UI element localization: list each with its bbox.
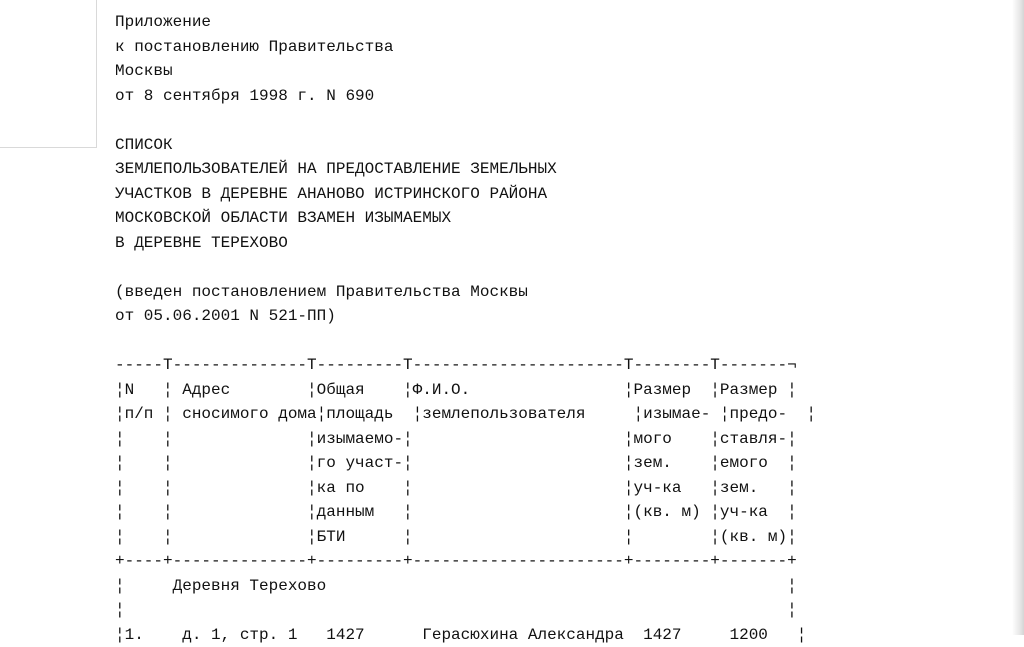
document-subtitle-line: МОСКОВСКОЙ ОБЛАСТИ ВЗАМЕН ИЗЫМАЕМЫХ bbox=[115, 206, 816, 231]
decree-date: от 8 сентября 1998 г. N 690 bbox=[115, 84, 816, 109]
amendment-note: (введен постановлением Правительства Москвы bbox=[115, 280, 816, 305]
table-header-row: ¦ ¦ ¦изымаемо-¦ ¦мого ¦ставля-¦ bbox=[115, 427, 816, 452]
spacer bbox=[115, 255, 816, 280]
table-header-row: ¦N ¦ Адрес ¦Общая ¦Ф.И.О. ¦Размер ¦Размер ¦ bbox=[115, 378, 816, 403]
spacer bbox=[115, 329, 816, 354]
table-header-row: ¦п/п ¦ сносимого дома¦площадь ¦землепользователя ¦изымае- ¦предо- ¦ bbox=[115, 402, 816, 427]
decree-reference-city: Москвы bbox=[115, 59, 816, 84]
table-header-row: ¦ ¦ ¦го участ-¦ ¦зем. ¦емого ¦ bbox=[115, 451, 816, 476]
document-subtitle-line: В ДЕРЕВНЕ ТЕРЕХОВО bbox=[115, 231, 816, 256]
window-edge-shadow bbox=[1012, 0, 1024, 635]
amendment-note: от 05.06.2001 N 521-ПП) bbox=[115, 304, 816, 329]
table-border-top: -----T--------------T---------T----------------------T--------T-------¬ bbox=[115, 353, 816, 378]
decree-reference: к постановлению Правительства bbox=[115, 35, 816, 60]
document-body bbox=[115, 10, 816, 647]
table-header-separator: +----+--------------+---------+----------------------+--------+-------+ bbox=[115, 549, 816, 574]
table-row: ¦1. д. 1, стр. 1 1427 Герасюхина Александра 1427 1200 ¦ bbox=[115, 623, 816, 647]
table-row: ¦ ¦ bbox=[115, 598, 816, 623]
document-title: СПИСОК bbox=[115, 133, 816, 158]
document-subtitle-line: УЧАСТКОВ В ДЕРЕВНЕ АНАНОВО ИСТРИНСКОГО РАЙОНА bbox=[115, 182, 816, 207]
table-header-row: ¦ ¦ ¦ка по ¦ ¦уч-ка ¦зем. ¦ bbox=[115, 476, 816, 501]
document-subtitle-line: ЗЕМЛЕПОЛЬЗОВАТЕЛЕЙ НА ПРЕДОСТАВЛЕНИЕ ЗЕМЕЛЬНЫХ bbox=[115, 157, 816, 182]
table-section-row: ¦ Деревня Терехово ¦ bbox=[115, 574, 816, 599]
sidebar-panel bbox=[0, 0, 97, 148]
table-header-row: ¦ ¦ ¦БТИ ¦ ¦ ¦(кв. м)¦ bbox=[115, 525, 816, 550]
appendix-label: Приложение bbox=[115, 10, 816, 35]
spacer bbox=[115, 108, 816, 133]
table-header-row: ¦ ¦ ¦данным ¦ ¦(кв. м) ¦уч-ка ¦ bbox=[115, 500, 816, 525]
